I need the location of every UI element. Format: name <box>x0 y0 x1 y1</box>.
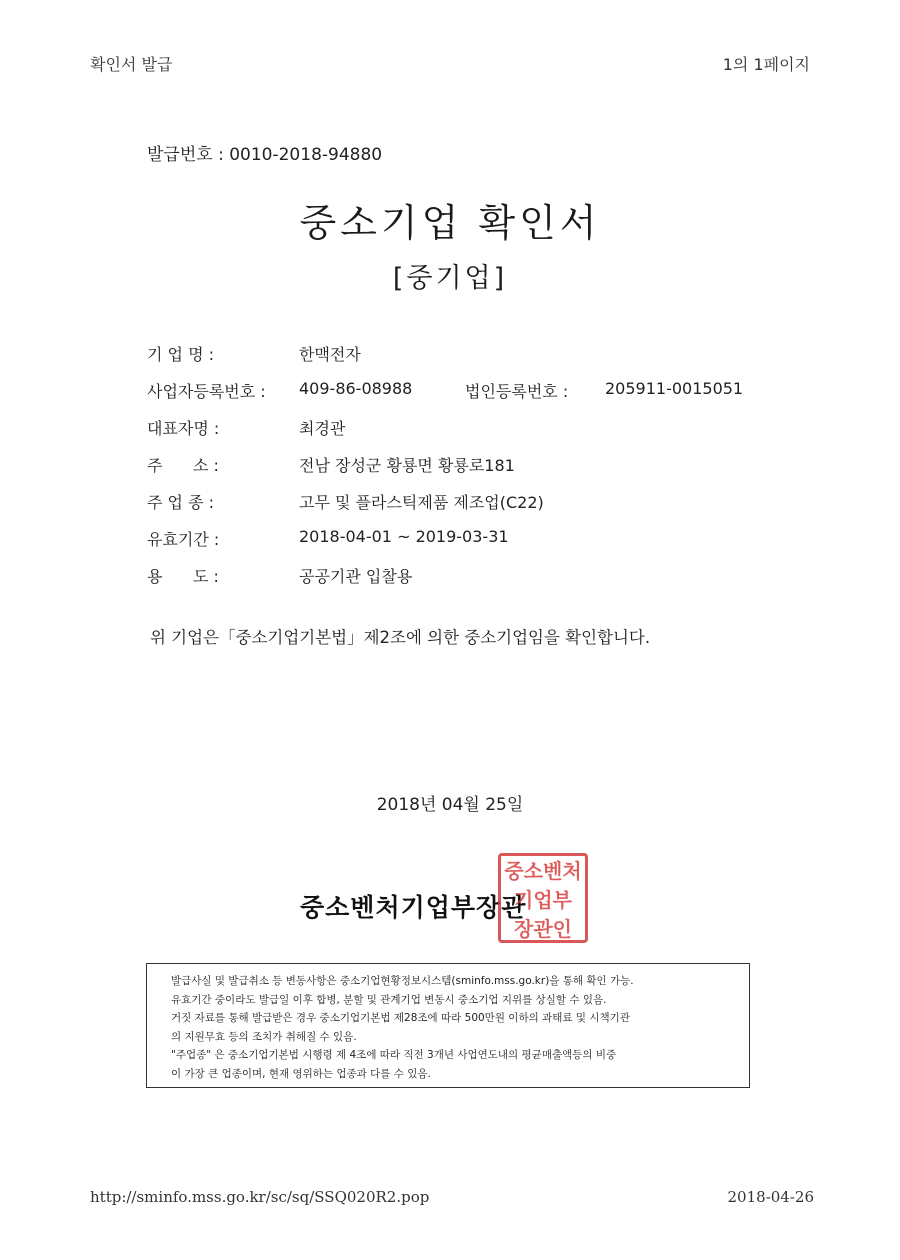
seal-line-1: 중소벤처 <box>504 859 582 883</box>
ceo-label: 대표자명 : <box>147 419 220 438</box>
notice-line-5: "주업종" 은 중소기업기본법 시행령 제 4조에 따라 직전 3개년 사업연도내의 평균매출액등의 비중 <box>171 1049 617 1061</box>
address-label: 주 소 : <box>147 456 219 475</box>
notice-line-6: 이 가장 큰 업종이며, 현재 영위하는 업종과 다를 수 있음. <box>171 1067 431 1080</box>
corp-reg-value: 205911-0015051 <box>605 379 744 398</box>
industry-value: 고무 및 플라스틱제품 제조업(C22) <box>299 493 544 512</box>
issuer-name: 중소벤처기업부장관 <box>300 893 527 922</box>
validity-label: 유효기간 : <box>147 530 220 549</box>
business-reg-value: 409-86-08988 <box>299 379 413 398</box>
page-indicator: 1의 1페이지 <box>722 55 810 74</box>
header-left-text: 확인서 발급 <box>90 55 173 74</box>
notice-line-1: 발급사실 및 발급취소 등 변동사항은 중소기업현황정보시스템(sminfo.mss.go.kr)을 통해 확인 가능. <box>171 975 634 987</box>
issue-date: 2018년 04월 25일 <box>376 795 524 815</box>
ceo-value: 최경관 <box>299 419 346 438</box>
footer-url-link[interactable]: http://sminfo.mss.go.kr/sc/sq/SSQ020R2.pop <box>90 1188 430 1206</box>
purpose-value: 공공기관 입찰용 <box>299 567 413 586</box>
address-value: 전남 장성군 황룡면 황룡로181 <box>299 456 515 475</box>
validity-value: 2018-04-01 ~ 2019-03-31 <box>299 527 509 546</box>
document-subtitle: [중기업] <box>392 263 508 294</box>
notice-line-4: 의 지원무효 등의 조치가 취해질 수 있음. <box>171 1030 357 1043</box>
seal-line-3: 장관인 <box>514 917 572 941</box>
document-title: 중소기업 확인서 <box>299 201 601 245</box>
business-reg-label: 사업자등록번호 : <box>147 382 266 401</box>
seal-line-2: 기업부 <box>514 888 572 912</box>
official-seal-stamp <box>498 853 588 943</box>
notice-line-2: 유효기간 중이라도 발급일 이후 합병, 분할 및 관계기업 변동시 중소기업 지위를 상실할 수 있음. <box>171 993 607 1006</box>
corp-reg-label: 법인등록번호 : <box>465 382 569 401</box>
industry-label: 주 업 종 : <box>147 493 215 512</box>
issue-number: 발급번호 : 0010-2018-94880 <box>147 145 383 165</box>
confirmation-statement: 위 기업은「중소기업기본법」제2조에 의한 중소기업임을 확인합니다. <box>150 628 651 647</box>
footer-date: 2018-04-26 <box>727 1188 814 1206</box>
company-name-label: 기 업 명 : <box>147 345 215 364</box>
notice-line-3: 거짓 자료를 통해 발급받은 경우 중소기업기본법 제28조에 따라 500만원 이하의 과태료 및 시책기관 <box>171 1012 630 1024</box>
company-name-value: 한맥전자 <box>299 345 361 364</box>
purpose-label: 용 도 : <box>147 567 219 586</box>
notice-box <box>146 963 750 1088</box>
